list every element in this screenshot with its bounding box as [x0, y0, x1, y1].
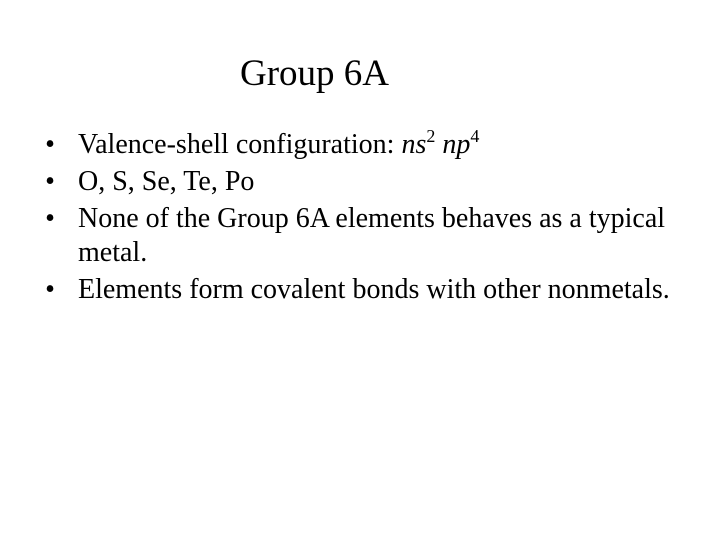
np-term: np — [442, 129, 471, 160]
bullet-text: O, S, Se, Te, Po — [78, 166, 255, 197]
bullet-marker: • — [45, 203, 55, 234]
bullet-item-not-metal — [0, 202, 720, 270]
bullet-list — [0, 128, 720, 310]
bullet-marker: • — [45, 274, 55, 305]
bullet-item-valence-config — [0, 128, 720, 162]
bullet-text: None of the Group 6A elements behaves as a typical metal. — [78, 203, 666, 268]
np-superscript: 4 — [470, 126, 480, 146]
ns-term: ns — [401, 129, 427, 160]
bullet-marker: • — [45, 166, 55, 197]
ns-superscript: 2 — [426, 126, 436, 146]
bullet-item-elements — [0, 165, 720, 199]
slide-title: Group 6A — [240, 53, 390, 94]
bullet-text: Valence-shell configuration: — [78, 129, 402, 160]
bullet-text: Elements form covalent bonds with other nonmetals. — [78, 274, 670, 305]
bullet-marker: • — [45, 129, 55, 160]
bullet-item-covalent-bonds — [0, 273, 720, 307]
